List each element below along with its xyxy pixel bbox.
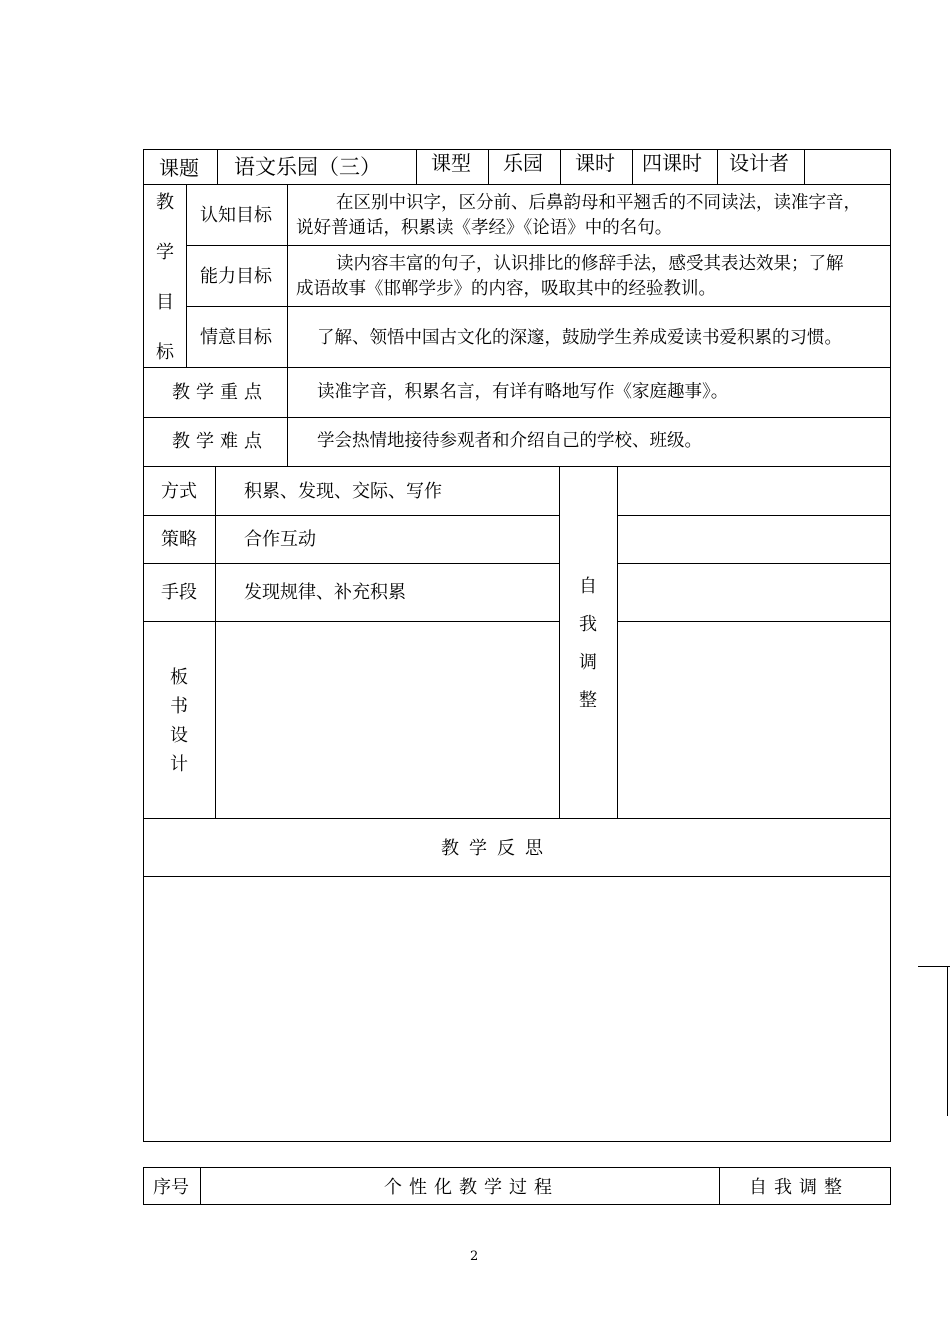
means-value: 发现规律、补充积累 [244, 582, 406, 603]
topic-label: 课题 [159, 156, 199, 180]
reflection-label: 教学反思 [441, 838, 553, 859]
period-label: 课时 [575, 151, 615, 175]
method-value: 积累、发现、交际、写作 [244, 481, 442, 502]
type-label: 课型 [431, 151, 471, 175]
designer-label: 设计者 [729, 151, 789, 175]
ability-goal-label: 能力目标 [200, 266, 272, 287]
self-adjust-vertical-label: 自 我 调 整 [579, 576, 597, 711]
cognitive-goal-line2: 说好普通话，积累读《孝经》《论语》中的名句。 [296, 218, 673, 238]
col-seq-header: 序号 [153, 1177, 189, 1198]
col-adjust-header: 自我调整 [749, 1177, 849, 1198]
means-label: 手段 [161, 582, 197, 603]
strategy-label: 策略 [161, 529, 197, 550]
emotional-goal-label: 情意目标 [200, 327, 272, 348]
period-value: 四课时 [642, 151, 702, 175]
emotional-goal-line1: 了解、领悟中国古文化的深邃，鼓励学生养成爱读书爱积累的习惯。 [317, 328, 842, 348]
key-point-value: 读准字音，积累名言，有详有略地写作《家庭趣事》。 [317, 382, 729, 402]
margin-mark-horizontal [918, 966, 950, 967]
page-number: 2 [470, 1249, 479, 1264]
key-point-label: 教学重点 [172, 382, 268, 403]
ability-goal-line1: 读内容丰富的句子，认识排比的修辞手法，感受其表达效果；了解 [336, 254, 844, 274]
objectives-label: 教 学 目 标 [156, 192, 174, 363]
ability-goal-line2: 成语故事《邯郸学步》的内容，吸取其中的经验教训。 [296, 279, 716, 299]
type-value: 乐园 [503, 151, 543, 175]
method-label: 方式 [161, 481, 197, 502]
difficulty-label: 教学难点 [172, 431, 268, 452]
strategy-value: 合作互动 [244, 529, 316, 550]
cognitive-goal-line1: 在区别中识字，区分前、后鼻韵母和平翘舌的不同读法，读准字音， [336, 193, 861, 213]
difficulty-value: 学会热情地接待参观者和介绍自己的学校、班级。 [317, 431, 702, 451]
col-process-header: 个性化教学过程 [384, 1177, 559, 1198]
board-design-label: 板 书 设 计 [170, 667, 188, 775]
topic-value: 语文乐园（三） [234, 155, 381, 179]
margin-mark-vertical [947, 966, 948, 1116]
cognitive-goal-label: 认知目标 [200, 205, 272, 226]
